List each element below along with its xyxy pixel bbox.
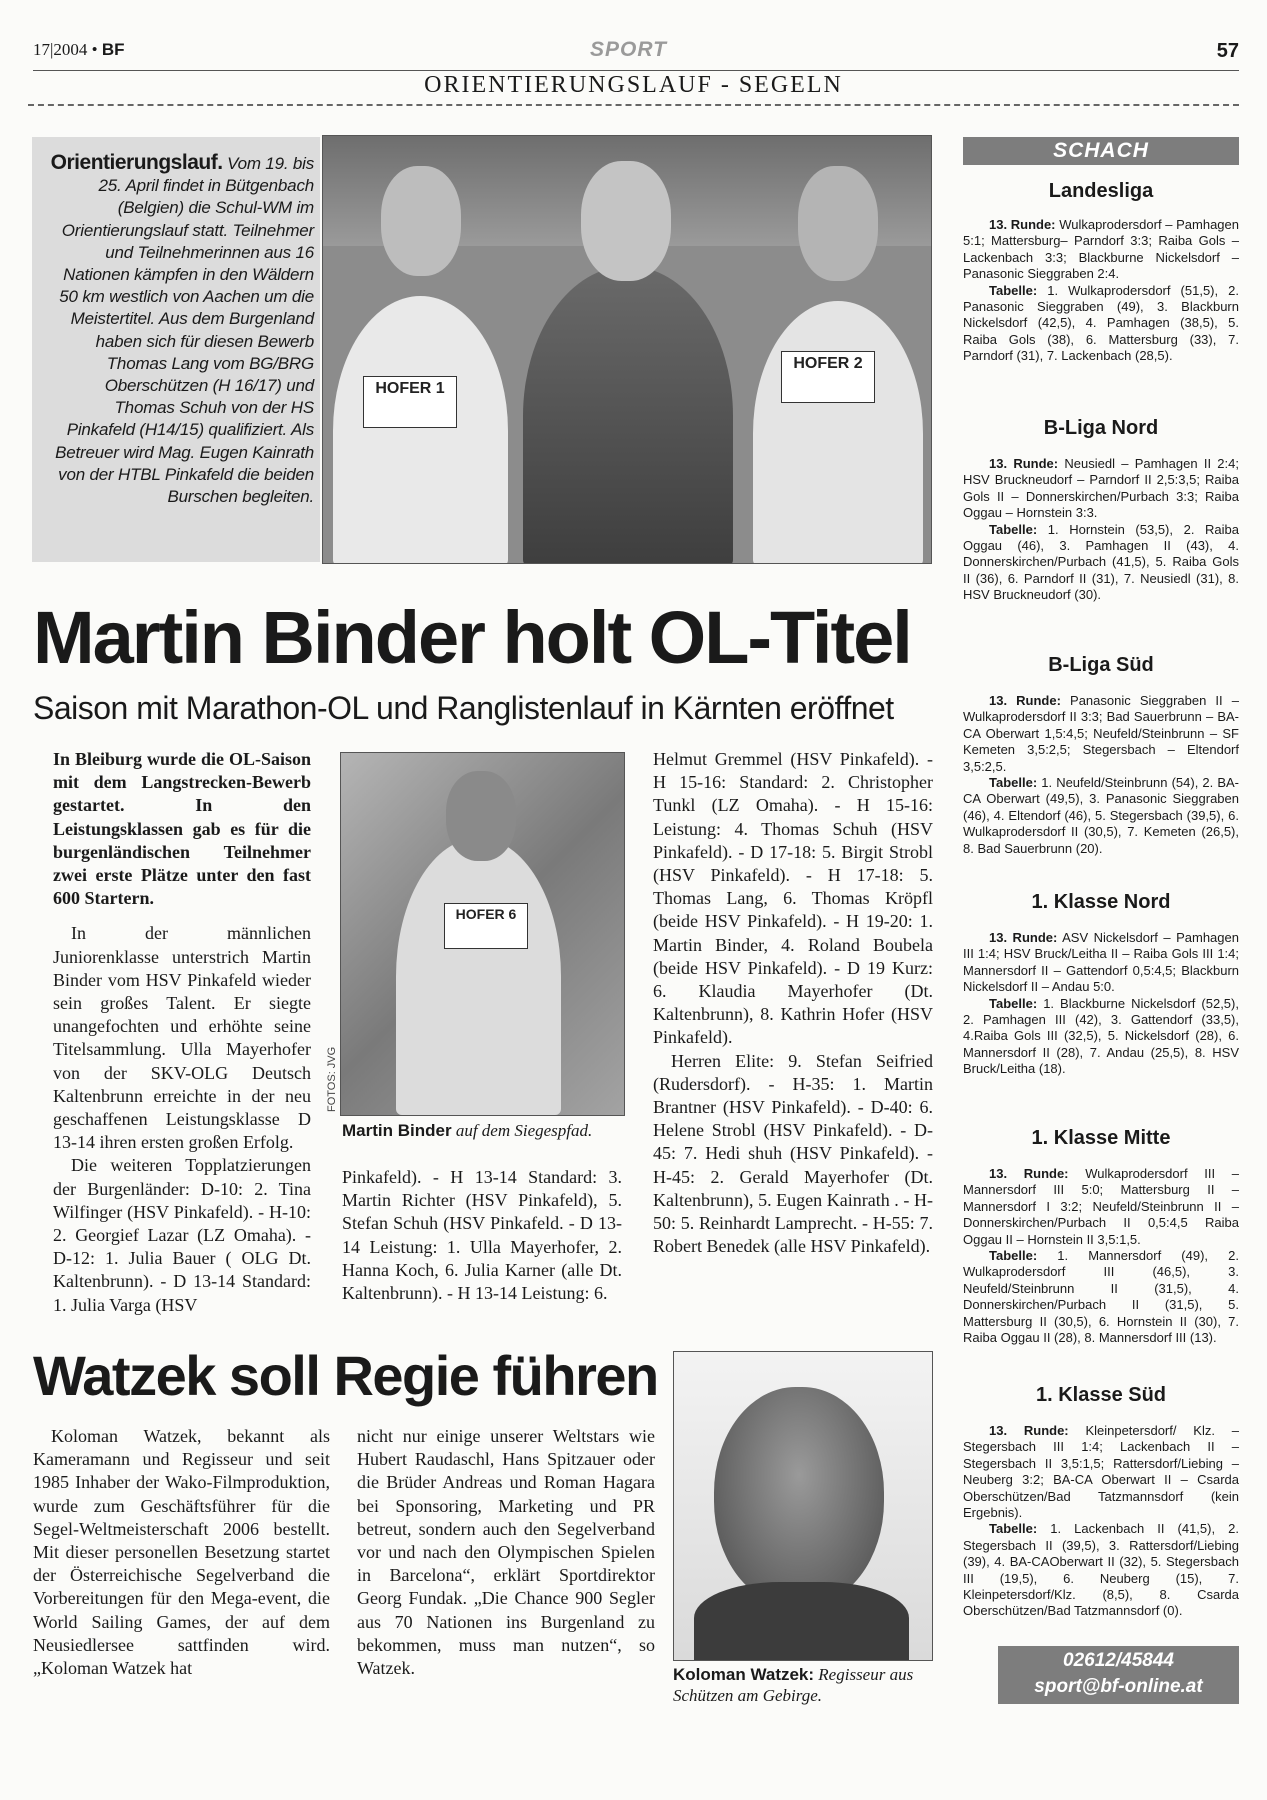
article-paragraph: nicht nur einige unserer Weltstars wie Hubert Raudaschl, Hans Spitzauer oder die Brüder Andreas und Roman Hagara bei Sponsoring, Marketing und PR betreut, sondern auch den Segelverband vor und nach den Olympischen Spielen in Barcelona“, erklärt Sportdirektor Georg Fundak. „Die Chance 900 Segler aus 70 Nationen ins Burgenland zu bekommen, muss man nutzen“, so Watzek. <box>357 1426 655 1679</box>
caption-body: Vom 19. bis 25. April findet in Bütgenbach (Belgien) die Schul-WM im Orientierungslauf statt. Teilnehmer und Teilnehmerinnen aus 16 Nationen kämpfen in den Wäldern 50 km westlich von Aachen um die Meistertitel. Aus dem Burgenland haben sich für diesen Bewerb Thomas Lang vom BG/BRG Oberschützen (H 16/17) und Thomas Schuh von der HS Pinkafeld (H14/15) qualifiziert. Als Betreuer wird Mag. Eugen Kainrath von der HTBL Pinkafeld die beiden Burschen begleiten. <box>55 154 314 507</box>
round-label: 13. Runde: <box>989 693 1061 708</box>
league-heading: B-Liga Nord <box>1043 417 1159 439</box>
league-bliga-sued <box>963 654 1239 857</box>
caption-desc: Regisseur aus Schützen am Gebirge. <box>673 1665 914 1705</box>
league-round <box>963 217 1239 283</box>
league-round <box>963 930 1239 996</box>
league-round <box>963 1166 1239 1248</box>
table-label: Tabelle: <box>989 1248 1038 1264</box>
coach-head <box>581 161 671 281</box>
athlete-left <box>333 296 508 564</box>
table-label: Tabelle: <box>989 282 1038 298</box>
paper-name: BF <box>101 40 125 59</box>
article-binder-col2 <box>342 1166 622 1305</box>
league-heading: 1. Klasse Nord <box>1031 891 1171 913</box>
caption-name: Koloman Watzek: <box>673 1665 815 1684</box>
athlete-left-head <box>381 166 461 276</box>
article-paragraph: Helmut Gremmel (HSV Pinkafeld). - H 15-16: Standard: 2. Christopher Tunkl (LZ Omaha). - H 15-16: Leistung: 4. Thomas Schuh (HSV Pinkafeld). - D 17-18: 5. Birgit Strobl (HSV Pinkafeld). - H 17-18: 5. Thomas Lang, 6. Thomas Kröpfl (beide HSV Pinkafeld). - H 19-20: 1. Martin Binder, 4. Roland Boubela (beide HSV Pinkafeld). - D 19 Kurz: 6. Klaudia Mayerhofer (Dt. Kaltenbrunn), 8. Kathrin Hofer (HSV Pinkafeld). <box>653 749 933 1048</box>
runner-head <box>446 771 516 861</box>
sport-label: SPORT <box>590 38 667 61</box>
caption-name: Martin Binder <box>342 1121 452 1140</box>
article-watzek-col1 <box>33 1425 330 1680</box>
athlete-right-head <box>798 166 878 281</box>
portrait-face <box>714 1387 884 1607</box>
league-1-klasse-sued <box>963 1384 1239 1620</box>
runner-body <box>396 838 561 1115</box>
article-paragraph: Pinkafeld). - H 13-14 Standard: 3. Martin Richter (HSV Pinkafeld), 5. Stefan Schuh (HSV Pinkafeld. - D 13-14 Leistung: 1. Ulla Mayerhofer, 2. Hanna Koch, 6. Julia Karner (alle Dt. Kaltenbrunn). - H 13-14 Leistung: 6. <box>342 1167 622 1304</box>
article-paragraph: In der männlichen Juniorenklasse unterstrich Martin Binder vom HSV Pinkafeld wieder sein großes Talent. Er siegte unangefochten und erhöhte seine Titelsammlung. Ulla Mayerhofer von der SKV-OLG Deutsch Kaltenbrunn erreichte in der neu geschaffenen Leistungsklasse D 13-14 ihren ersten großen Erfolg. <box>53 923 311 1153</box>
league-table <box>963 996 1239 1078</box>
table-standings: 1. Mannersdorf (49), 2. Wulkaprodersdorf III (46,5), 3. Neufeld/Steinbrunn II (31,5), 4. Donnerskirchen/Purbach II (31,5), 5. Mattersburg II (30,5), 6. Hornstein II (30), 7. Raiba Oggau II (28), 8. Mannersdorf III (13). <box>963 1248 1239 1346</box>
league-heading: 1. Klasse Süd <box>1035 1384 1167 1406</box>
table-standings: 1. Neufeld/Steinbrunn (54), 2. BA-CA Oberwart (49,5), 3. Panasonic Sieggraben (46), 4. Eltendorf (46), 5. Stegersbach (39,5), 6. Wulkaprodersdorf II (30,5), 7. Kemeten (26,5), 8. Bad Sauerbrunn (20). <box>963 775 1239 856</box>
round-results: Panasonic Sieggraben II – Wulkaprodersdorf II 3:3; Bad Sauerbrunn – BA-CA Oberwart 1,5:4,5; Neufeld/Steinbrunn – SF Kemeten 3,5:2,5; Stegersbach – Eltendorf 3,5:2,5. <box>963 693 1239 774</box>
round-results: Wulkaprodersdorf – Pamhagen 5:1; Mattersburg– Parndorf 3:3; Raiba Gols – Lackenbach 3:3; Blackburne Nickelsdorf – Panasonic Sieggraben 2:4. <box>963 217 1239 282</box>
page-number: 57 <box>1216 40 1239 62</box>
contact-box <box>998 1646 1239 1704</box>
round-label: 13. Runde: <box>989 930 1058 945</box>
article-paragraph: Herren Elite: 9. Stefan Seifried (Rudersdorf). - H-35: 1. Martin Brantner (HSV Pinkafeld). - D-40: 6. Helene Strobl (HSV Pinkafeld). - D-45: 7. Hedi shuh (HSV Pinkafeld). - H-45: 2. Gerald Mayerhofer (Dt. Kaltenbrunn), 5. Eugen Kainrath . - H-50: 5. Reinhardt Lamprecht. - H-55: 7. Robert Benedek (alle HSV Pinkafeld). <box>653 1050 933 1257</box>
table-label: Tabelle: <box>989 521 1038 537</box>
article-paragraph: Koloman Watzek, bekannt als Kameramann und Regisseur und seit 1985 Inhaber der Wako-Filmproduktion, wurde zum Geschäftsführer für die Segel-Weltmeisterschaft 2006 bestellt. Mit dieser personellen Besetzung startet der Österreichische Segelverband die Vorbereitungen für den Mega-event, die World Sailing Games, der auf dem Neusiedlersee sattfinden wird. „Koloman Watzek hat <box>33 1426 330 1679</box>
binder-photo-caption <box>342 1121 627 1141</box>
league-round <box>963 693 1239 775</box>
league-1-klasse-nord <box>963 891 1239 1078</box>
bib-1: HOFER 1 <box>363 376 457 428</box>
caption-desc: auf dem Siegespfad. <box>455 1121 593 1140</box>
league-table <box>963 522 1239 604</box>
photo-credit: FOTOS: JVG <box>326 1046 338 1112</box>
round-results: ASV Nickelsdorf – Pamhagen III 1:4; HSV Bruck/Leitha II – Raiba Gols III 1:4; Mannersdorf II – Gattendorf 0,5:4,5; Blackburn Nickelsdorf II – Andau 5:0. <box>963 930 1239 995</box>
article-lead: In Bleiburg wurde die OL-Saison mit dem Langstrecken-Bewerb gestartet. In den Leistungsklassen gab es für die burgenländischen Teilnehmer zwei erste Plätze unter den fast 600 Startern. <box>53 749 311 909</box>
dashed-divider <box>28 104 1239 106</box>
table-label: Tabelle: <box>989 1521 1038 1537</box>
header-rule <box>33 70 1239 71</box>
league-heading: Landesliga <box>1048 180 1154 202</box>
portrait-shoulders <box>694 1582 909 1661</box>
league-bliga-nord <box>963 417 1239 604</box>
photo-martin-binder <box>340 752 625 1116</box>
issue-header: 17|2004 • BF <box>33 40 125 59</box>
table-standings: 1. Lackenbach II (41,5), 2. Stegersbach II (39,5), 3. Rattersdorf/Liebing (39), 4. BA-CAOberwart II (32), 5. Stegersbach III (19,5), 6. Neuberg (15), 7. Kleinpetersdorf/Klz. (8,5), 8. Csarda Oberschützen/Bad Tatzmannsdorf (0). <box>963 1521 1239 1619</box>
round-label: 13. Runde: <box>989 1166 1069 1181</box>
league-1-klasse-mitte <box>963 1127 1239 1346</box>
league-table <box>963 1248 1239 1346</box>
league-heading: 1. Klasse Mitte <box>1031 1127 1171 1149</box>
caption-text <box>44 152 314 508</box>
caption-lead: Orientierungslauf. <box>50 151 223 174</box>
contact-phone: 02612/45844 <box>1063 1650 1174 1671</box>
sidebar-title: SCHACH <box>963 137 1239 165</box>
table-label: Tabelle: <box>989 995 1038 1011</box>
article-watzek-col2 <box>357 1425 655 1680</box>
league-table <box>963 775 1239 857</box>
round-results: Kleinpetersdorf/ Klz. – Stegersbach III 1:4; Lackenbach II – Stegersbach II 3,5:1,5; Rattersdorf/Liebing – Neuberg 3:2; BA-CA Oberwart II – Csarda Oberschützen/Bad Tatzmannsdorf (kein Ergebnis). <box>963 1423 1239 1521</box>
table-standings: 1. Blackburne Nickelsdorf (52,5), 2. Pamhagen III (42), 3. Gattendorf (33,5), 4.Raiba Gols III (32,5), 5. Nickelsdorf (28), 6. Mannersdorf II (28), 7. Andau (25,5), 8. HSV Bruck/Leitha (18). <box>963 995 1239 1077</box>
bib-2: HOFER 2 <box>781 351 875 403</box>
league-landesliga <box>963 180 1239 365</box>
league-heading: B-Liga Süd <box>1048 654 1154 676</box>
headline-watzek: Watzek soll Regie führen <box>33 1344 658 1407</box>
coach-center <box>523 266 733 564</box>
round-label: 13. Runde: <box>989 456 1059 471</box>
league-round <box>963 456 1239 522</box>
photo-koloman-watzek <box>673 1351 933 1661</box>
article-binder-col1 <box>53 748 311 1317</box>
league-table <box>963 283 1239 365</box>
headline-binder: Martin Binder holt OL-Titel <box>33 596 911 679</box>
bib-6: HOFER 6 <box>444 903 528 949</box>
table-standings: 1. Hornstein (53,5), 2. Raiba Oggau (46), 3. Pamhagen II (43), 4. Donnerskirchen/Purbach (41,5), 5. Raiba Gols II (36), 6. Parndorf II (31), 7. Neusiedl (31), 8. HSV Bruckneudorf (30). <box>963 521 1239 603</box>
table-standings: 1. Wulkaprodersdorf (51,5), 2. Panasonic Sieggraben (49), 3. Blackburn Nickelsdorf (42,5), 4. Pamhagen (38,5), 5. Raiba Gols (38), 6. Mattersburg (33), 7. Parndorf (31), 7. Lackenbach (28,5). <box>963 282 1239 364</box>
athlete-right <box>753 301 923 564</box>
round-label: 13. Runde: <box>989 217 1056 232</box>
article-paragraph: Die weiteren Topplatzierungen der Burgenländer: D-10: 2. Tina Wilfinger (HSV Pinkafeld). - H-10: 2. Georgief Lazar (LZ Omaha). - D-12: 1. Julia Bauer ( OLG Dt. Kaltenbrunn). - D 13-14 Standard: 1. Julia Varga (HSV <box>53 1155 311 1315</box>
article-binder-col3 <box>653 748 933 1258</box>
section-title: ORIENTIERUNGSLAUF - SEGELN <box>424 72 843 98</box>
round-results: Wulkaprodersdorf III – Mannersdorf III 5:0; Mattersburg II – Mannersdorf I 3:2; Neufeld/Steinbrunn II – Donnerskirchen/Purbach II 0,5:4,5 Raiba Oggau II – Hornstein II 3,5:1,5. <box>963 1166 1239 1247</box>
issue-number: 17|2004 <box>33 40 88 59</box>
watzek-photo-caption <box>673 1664 938 1706</box>
league-table <box>963 1521 1239 1619</box>
league-round <box>963 1423 1239 1521</box>
round-label: 13. Runde: <box>989 1423 1069 1438</box>
round-results: Neusiedl – Pamhagen II 2:4; HSV Bruckneudorf – Parndorf II 2,5:3,5; Raiba Gols II – Donnerskirchen/Purbach 3:3; Raiba Oggau – Hornstein 3:3. <box>963 456 1239 521</box>
subheadline-binder: Saison mit Marathon-OL und Ranglistenlauf in Kärnten eröffnet <box>33 690 894 726</box>
contact-email: sport@bf-online.at <box>1034 1676 1203 1697</box>
photo-three-athletes <box>322 135 932 564</box>
table-label: Tabelle: <box>989 775 1038 791</box>
